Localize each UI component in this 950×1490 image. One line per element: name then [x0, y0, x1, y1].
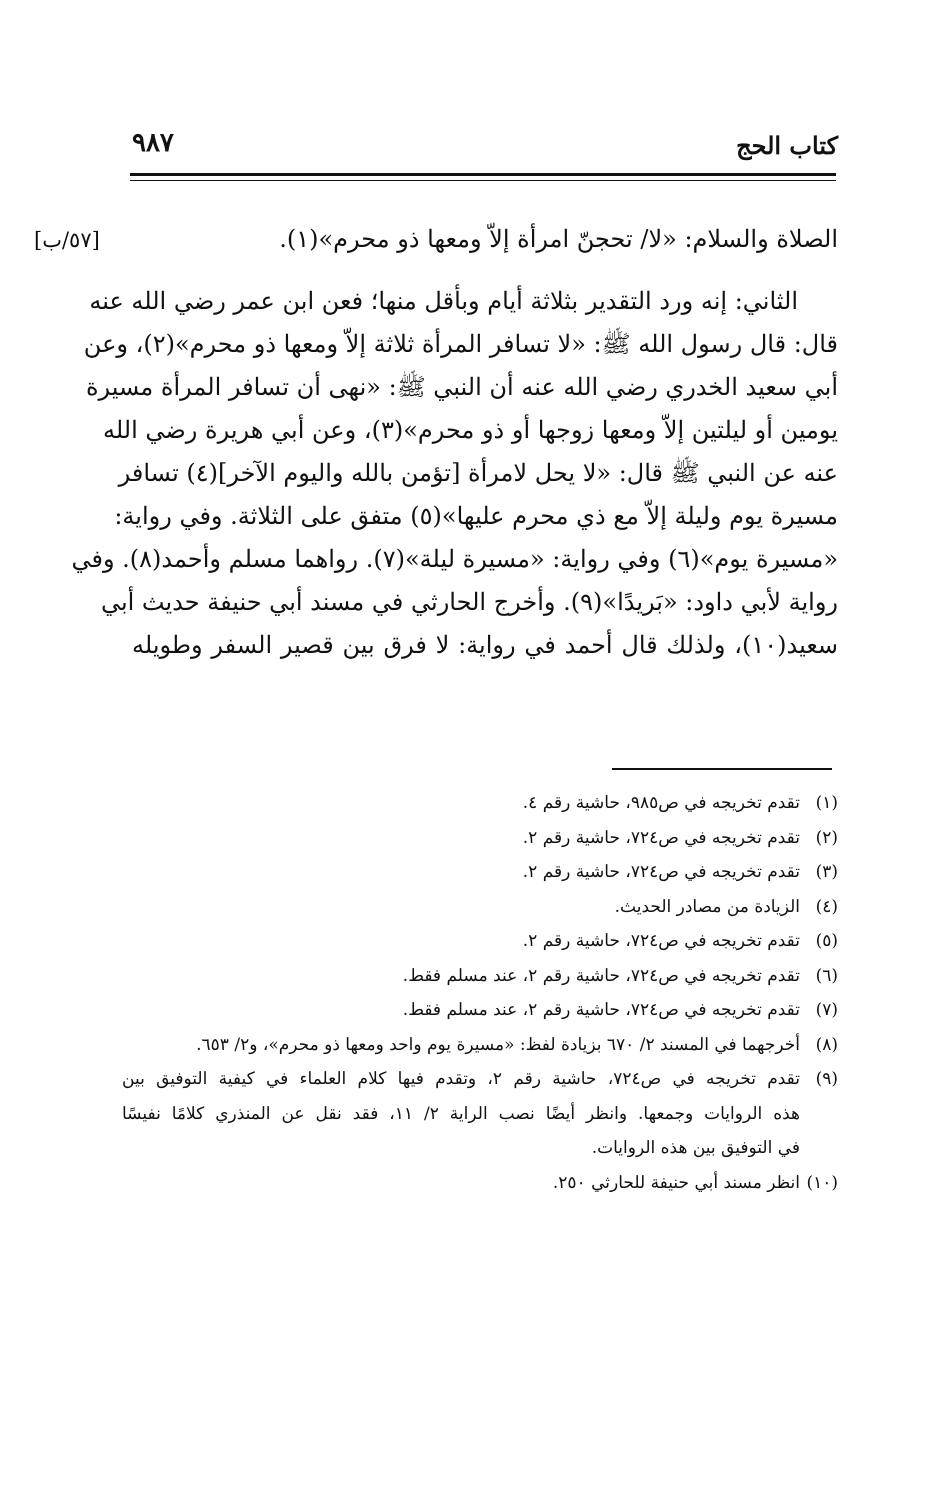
footnote-number: (٨) [815, 1034, 838, 1055]
footnote [122, 821, 838, 856]
text-line: مسيرة يوم وليلة إلاّ مع ذي محرم عليها»(٥) متفق على الثلاثة. وفي رواية: [114, 502, 838, 530]
footnote-text: أخرجهما في المسند ٢/ ٦٧٠ بزيادة لفظ: «مسيرة يوم واحد ومعها ذو محرم»، و٢/ ٦٥٣. [196, 1034, 800, 1055]
footnote-number: (١) [815, 793, 838, 813]
footnote-separator [612, 768, 832, 770]
footnote [122, 1166, 838, 1201]
footnote [122, 924, 838, 959]
footnote [122, 890, 838, 925]
footnote-text: هذه الروايات وجمعها. وانظر أيضًا نصب الراية ٢/ ١١، فقد نقل عن المنذري كلامًا نفيسًا [122, 1103, 800, 1124]
text-line: سعيد(١٠)، ولذلك قال أحمد في رواية: لا فرق بين قصير السفر وطويله [132, 631, 839, 659]
footnote-text: الزيادة من مصادر الحديث. [614, 896, 800, 917]
footnote-number: (١٠) [806, 1172, 838, 1193]
footnote [122, 855, 838, 890]
footnote-text: تقدم تخريجه في ص٧٢٤، حاشية رقم ٢، عند مسلم فقط. [402, 965, 800, 986]
footnote-text: في التوفيق بين هذه الروايات. [591, 1138, 800, 1158]
footnote-text: تقدم تخريجه في ص٧٢٤، حاشية رقم ٢. [522, 862, 800, 882]
text-line: عنه عن النبي ﷺ قال: «لا يحل لامرأة [تؤمن بالله واليوم الآخر](٤) تسافر [118, 459, 838, 487]
footnote-text: تقدم تخريجه في ص٧٢٤، حاشية رقم ٢، وتقدم فيها كلام العلماء في كيفية التوفيق بين [122, 1069, 801, 1089]
footnote-text: تقدم تخريجه في ص٧٢٤، حاشية رقم ٢. [522, 931, 800, 951]
footnote-text: تقدم تخريجه في ص٧٢٤، حاشية رقم ٢، عند مسلم فقط. [402, 1000, 800, 1020]
text-line: قال: قال رسول الله ﷺ: «لا تسافر المرأة ثلاثة إلاّ ومعها ذو محرم»(٢)، وعن [83, 330, 838, 358]
footnote-text: تقدم تخريجه في ص٧٢٤، حاشية رقم ٢. [522, 827, 800, 848]
footnote-number: (٩) [815, 1069, 838, 1089]
text-line: الصلاة والسلام: «لا/ تحجنّ امرأة إلاّ ومعها ذو محرم»(١). [279, 225, 838, 253]
manuscript-folio-marker: [٥٧/ب] [34, 228, 100, 252]
main-text [71, 218, 839, 667]
text-line: أبي سعيد الخدري رضي الله عنه أن النبي ﷺ: «نهى أن تسافر المرأة مسيرة [85, 373, 838, 401]
text-line: يومين أو ليلتين إلاّ ومعها زوجها أو ذو محرم»(٣)، وعن أبي هريرة رضي الله [102, 416, 838, 444]
footnote [122, 1062, 838, 1166]
footnote-number: (٢) [815, 827, 838, 848]
running-header-title: كتاب الحج [736, 131, 838, 160]
footnote-number: (٣) [815, 862, 838, 882]
text-line: رواية لأبي داود: «بَريدًا»(٩). وأخرج الحارثي في مسند أبي حنيفة حديث أبي [100, 588, 838, 616]
footnote-number: (٦) [815, 965, 838, 986]
header-rule-thick [130, 173, 836, 176]
footnote [122, 786, 838, 821]
footnote-number: (٧) [815, 1000, 838, 1020]
header-rule-thin [130, 180, 836, 181]
footnotes [122, 786, 838, 1200]
footnote [122, 959, 838, 994]
footnote-number: (٥) [815, 931, 838, 951]
page-number: ٩٨٧ [132, 128, 174, 158]
footnote [122, 1028, 838, 1063]
text-line: «مسيرة يوم»(٦) وفي رواية: «مسيرة ليلة»(٧). رواهما مسلم وأحمد(٨). وفي [71, 545, 838, 573]
text-line: الثاني: إنه ورد التقدير بثلاثة أيام وبأقل منها؛ فعن ابن عمر رضي الله عنه [89, 287, 798, 315]
footnote [122, 993, 838, 1028]
footnote-text: انظر مسند أبي حنيفة للحارثي ٢٥٠. [552, 1172, 800, 1193]
footnote-text: تقدم تخريجه في ص٩٨٥، حاشية رقم ٤. [522, 793, 800, 813]
footnote-number: (٤) [815, 896, 838, 917]
